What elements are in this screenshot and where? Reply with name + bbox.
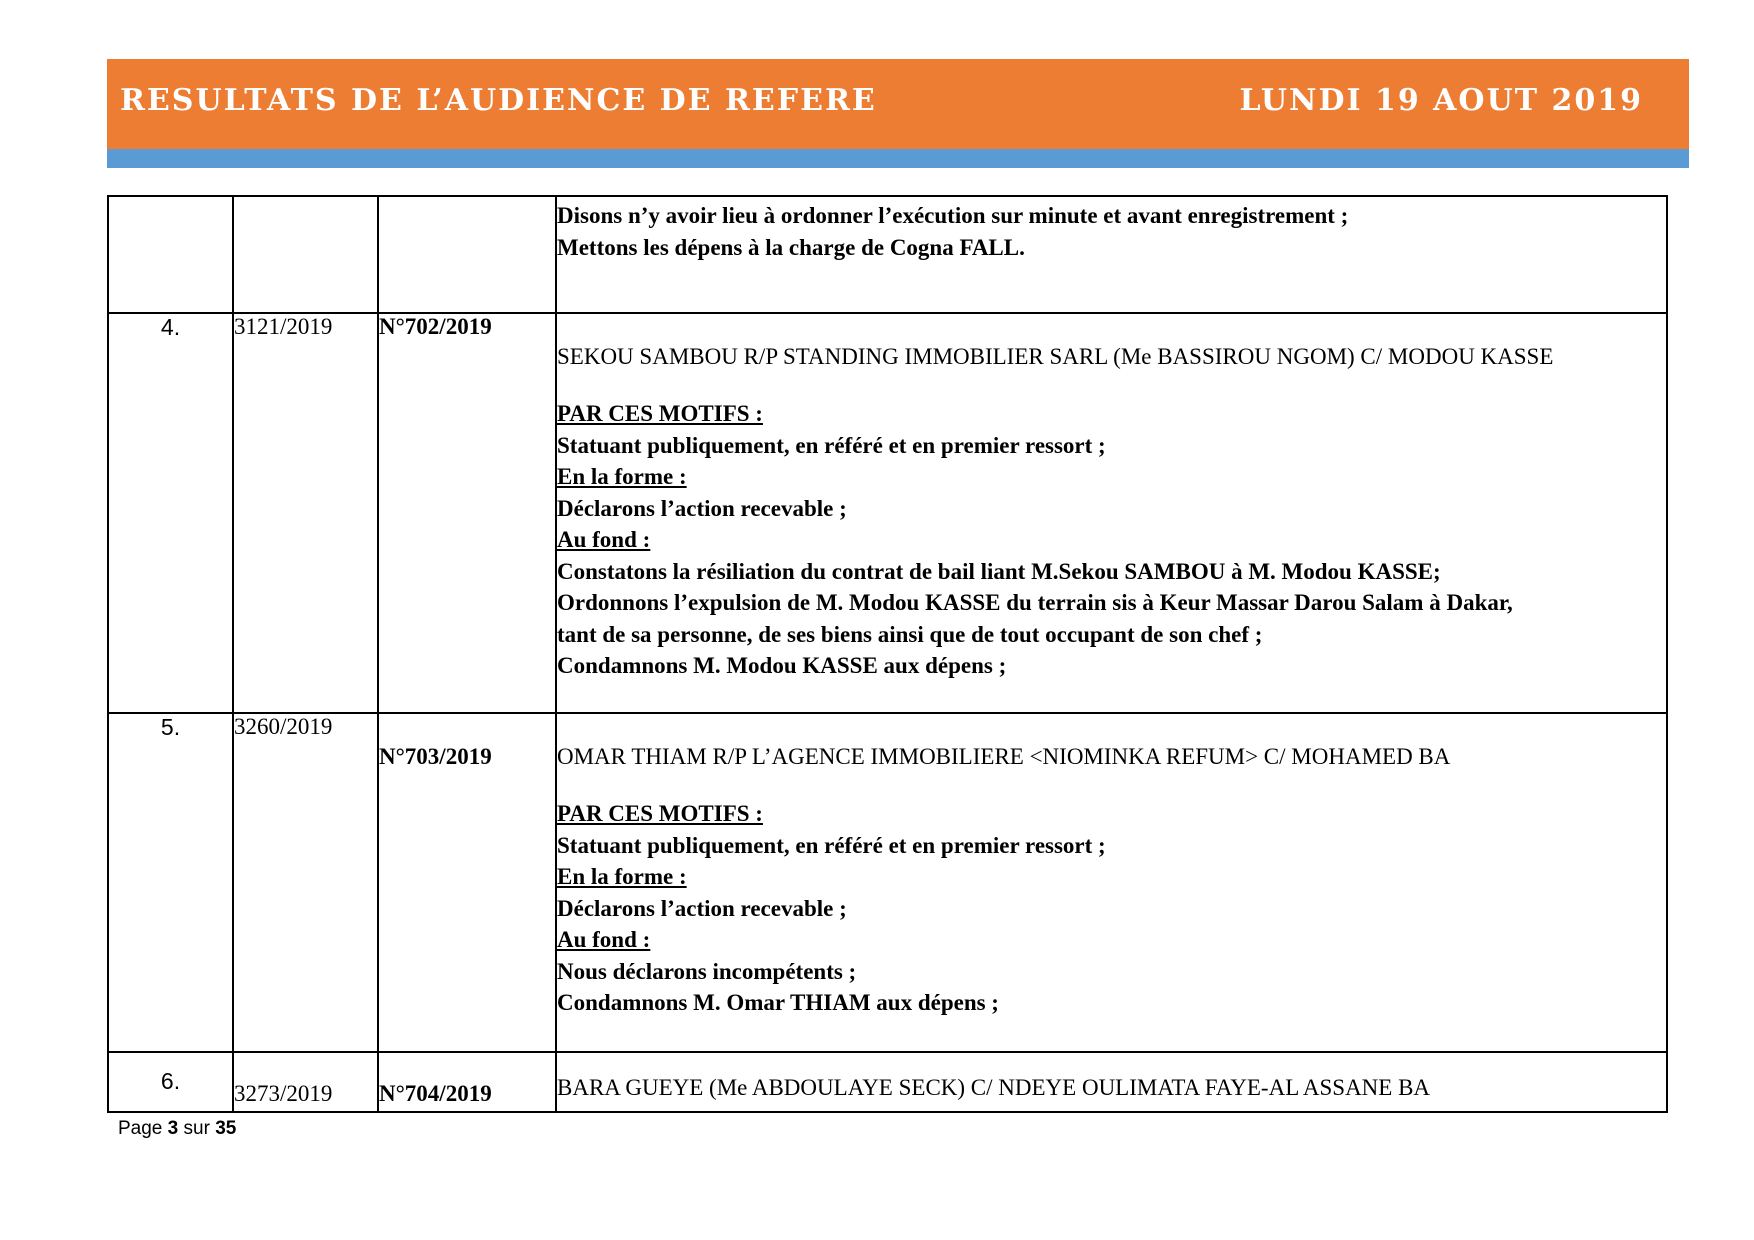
decision-line: tant de sa personne, de ses biens ainsi que de tout occupant de son chef ; [557,621,1263,647]
cell-number: 4. [108,313,233,713]
cell-rg [233,196,378,313]
header-title: RESULTATS DE L’AUDIENCE DE REFERE [120,82,877,118]
header-band [107,149,1689,168]
section-heading: PAR CES MOTIFS : [557,801,763,826]
cell-ordonnance [378,196,556,313]
table-row-continuation [108,196,1667,313]
decision-line: Statuant publiquement, en référé et en premier ressort ; [557,832,1106,858]
section-heading: En la forme : [557,864,687,889]
section-heading: Au fond : [557,527,651,552]
table-row [108,713,1667,1052]
table-row [108,313,1667,713]
footer-of-word: sur [183,1118,210,1139]
cell-rg: 3260/2019 [233,713,378,1052]
page-footer [118,1118,236,1140]
cell-number [108,196,233,313]
cell-rg: 3121/2019 [233,313,378,713]
cell-ordonnance: N°704/2019 [378,1052,556,1112]
decision-line: Condamnons M. Modou KASSE aux dépens ; [557,653,1007,678]
footer-page-number: 3 [167,1118,179,1139]
decision-line: Constatons la résiliation du contrat de bail liant M.Sekou SAMBOU à M. Modou KASSE; [557,558,1441,584]
cell-rg: 3273/2019 [233,1052,378,1112]
decision-line: Mettons les dépens à la charge de Cogna FALL. [557,234,1025,260]
results-table [107,195,1668,1113]
table-row [108,1052,1667,1112]
cell-decision [556,713,1667,1052]
cell-ordonnance: N°703/2019 [378,713,556,1052]
page-header [107,59,1689,149]
decision-line: Condamnons M. Omar THIAM aux dépens ; [557,990,999,1015]
footer-total-pages: 35 [215,1118,237,1139]
decision-line: Ordonnons l’expulsion de M. Modou KASSE du terrain sis à Keur Massar Darou Salam à Dakar, [557,590,1513,615]
decision-line: Déclarons l’action recevable ; [557,895,847,921]
decision-line: Disons n’y avoir lieu à ordonner l’exécution sur minute et avant enregistrement ; [557,203,1349,228]
section-heading: PAR CES MOTIFS : [557,401,763,426]
section-heading: En la forme : [557,464,687,489]
cell-decision [556,313,1667,713]
header-date: LUNDI 19 AOUT 2019 [1239,82,1643,118]
cell-number: 6. [108,1052,233,1112]
decision-line: Statuant publiquement, en référé et en premier ressort ; [557,432,1106,458]
footer-page-word: Page [118,1118,163,1139]
cell-decision [556,196,1667,313]
decision-line: Déclarons l’action recevable ; [557,495,847,521]
cell-number: 5. [108,713,233,1052]
parties-line: BARA GUEYE (Me ABDOULAYE SECK) C/ NDEYE OULIMATA FAYE-AL ASSANE BA [557,1075,1431,1100]
section-heading: Au fond : [557,927,651,952]
cell-ordonnance: N°702/2019 [378,313,556,713]
parties-line: SEKOU SAMBOU R/P STANDING IMMOBILIER SARL (Me BASSIROU NGOM) C/ MODOU KASSE [557,344,1554,369]
decision-line: Nous déclarons incompétents ; [557,958,857,984]
cell-decision [556,1052,1667,1112]
parties-line: OMAR THIAM R/P L’AGENCE IMMOBILIERE <NIOMINKA REFUM> C/ MOHAMED BA [557,744,1451,769]
